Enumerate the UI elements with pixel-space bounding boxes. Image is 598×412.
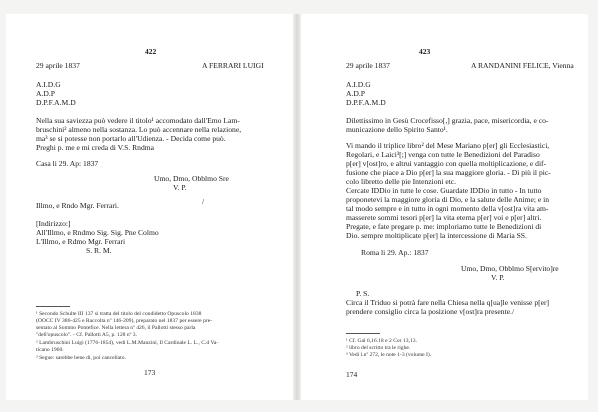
footnote-line: ¹ Cf. Gal 6,16.18 e 2 Cor 13,13. bbox=[346, 338, 417, 344]
body-line: municazione dello Spirito Santo¹. bbox=[346, 125, 448, 134]
heading-line: D.P.F.A.M.D bbox=[346, 98, 386, 107]
body-line: proponetevi la maggiore gloria di Dio, e la salute delle Anime; e in bbox=[346, 195, 550, 204]
postscript-line: prendere consiglio circa la posizione v[ost]ra presente./ bbox=[346, 307, 515, 316]
body-line: masserete sommi tesori p[er] la vita eterna p[er] voi e p[er] altri. bbox=[346, 213, 542, 222]
address-line: All'Illmo, e Rndmo Sig. Sig. Pne Colmo bbox=[36, 228, 159, 237]
address-line: L'Illmo, e Rdmo Mgr. Ferrari bbox=[36, 237, 126, 246]
heading-line: A.D.P bbox=[346, 89, 365, 98]
body-line: bruschini² almeno nella sostanza. Lo può accennare nella relazione, bbox=[36, 125, 242, 134]
body-line: tal modo sempre e in tutto in ogni momento della v[ost]ra vita am- bbox=[346, 204, 549, 213]
body-line: ma³ se si potesse non portarlo all'Udienza. - Decida come può. bbox=[36, 134, 226, 143]
footnote-line: "dell'opuscolo". - Cf. Pallotti A5, p. 128 nº 3. bbox=[36, 332, 138, 338]
letter-date: 29 aprile 1837 bbox=[36, 61, 80, 70]
right-page bbox=[301, 14, 588, 400]
body-line: Dio. sempre moltiplicate p[er] la intercessione di Maria SS. bbox=[346, 231, 527, 240]
signoff-initials: V. P. bbox=[491, 273, 505, 282]
salutation: Illmo, e Rndo Mgr. Ferrari. bbox=[36, 201, 119, 210]
left-page bbox=[6, 14, 293, 400]
footnote-rule bbox=[36, 306, 70, 307]
footnote-line: ¹ Secondo Schulte III 137 si tratta del titolo del condidetto Opuscolo 1838 bbox=[36, 311, 202, 317]
body-line: Regolari, e Laici³[;] venga con tutte le Benedizioni del Paradiso bbox=[346, 150, 540, 159]
page-number: 174 bbox=[346, 370, 358, 379]
footnote-line: ticano 1960. bbox=[36, 347, 64, 353]
body-line: colo libretto delle pie Intenzioni etc. bbox=[346, 177, 457, 186]
footnote-line: ³ Vedi l.nº 272, le note 1-3 (volume I). bbox=[346, 352, 432, 358]
letter-number: 422 bbox=[145, 47, 157, 56]
body-line: p[er] v[ost]ro, e altrui vantaggio con quella moltiplicazione, e dif- bbox=[346, 159, 547, 168]
address-line: [Indirizzo:] bbox=[36, 219, 71, 228]
place-date: Casa li 29. Ap: 1837 bbox=[36, 159, 99, 168]
place-date: Roma li 29. Ap.: 1837 bbox=[361, 248, 429, 257]
body-line: Dilettissimo in Gesù Crocefisso[,] grazia, pace, misericordia, e co- bbox=[346, 116, 549, 125]
postscript-label: P. S. bbox=[356, 289, 370, 298]
footnote-line: ² libro del scritto tra le righe. bbox=[346, 345, 411, 351]
heading-line: A.I.D.G bbox=[36, 80, 61, 89]
footnote-rule bbox=[346, 333, 380, 334]
signoff: Umo, Dmo, Obblmo Sre bbox=[154, 174, 229, 183]
body-line: Pregate, e fate pregare p. me: imploriamo tutte le Benedizioni di bbox=[346, 222, 542, 231]
footnote-line: (OOCC IV 386-425 e Raccolta nº 146-209), preparato nel 1837 per essere pre- bbox=[36, 318, 213, 324]
footnote-line: sentato al Sommo Pontefice. Nella lettera nº 426, il Pallotti stesso parla bbox=[36, 325, 196, 331]
address-line: S. R. M. bbox=[86, 246, 112, 255]
heading-line: A.D.P bbox=[36, 89, 55, 98]
heading-line: D.P.F.A.M.D bbox=[36, 98, 76, 107]
footnote-line: ² Lambruschini Luigi (1776-1854), vedi L.M.Manzini, Il Cardinale L. L., C.d Va- bbox=[36, 340, 219, 346]
slash-mark: / bbox=[202, 197, 205, 206]
letter-date: 29 aprile 1837 bbox=[346, 61, 390, 70]
body-line: Cercate IDDio in tutte le cose. Guardate IDDio in tutto - In tutto bbox=[346, 186, 542, 195]
heading-line: A.I.D.G bbox=[346, 80, 371, 89]
body-line: fusione che piace a Dio p[er] la sua maggiore gloria. - Di più il pic- bbox=[346, 168, 551, 177]
letter-addressee: A RANDANINI FELICE, Vienna bbox=[471, 61, 574, 70]
footnote-line: ³ Segue: sarebbe bene di, poi cancellato. bbox=[36, 355, 126, 361]
body-line: Nella sua saviezza può vedere il titolo¹ accomodato dall'Emo Lam- bbox=[36, 116, 240, 125]
signoff-initials: V. P. bbox=[173, 183, 187, 192]
body-line: Preghi p. me e mi creda di V.S. Rndma bbox=[36, 143, 155, 152]
letter-addressee: A FERRARI LUIGI bbox=[202, 61, 264, 70]
signoff: Umo, Dmo, Obblmo S[ervito]re bbox=[461, 264, 559, 273]
letter-number: 423 bbox=[419, 47, 431, 56]
body-line: Vi mando il triplice libro² del Mese Mariano p[er] gli Ecclesiastici, bbox=[346, 141, 550, 150]
postscript-line: Circa il Triduo si potrà fare nella Chiesa nella q[ua]le venisse p[er] bbox=[346, 298, 550, 307]
page-number: 173 bbox=[144, 368, 156, 377]
book-gutter bbox=[293, 14, 301, 400]
